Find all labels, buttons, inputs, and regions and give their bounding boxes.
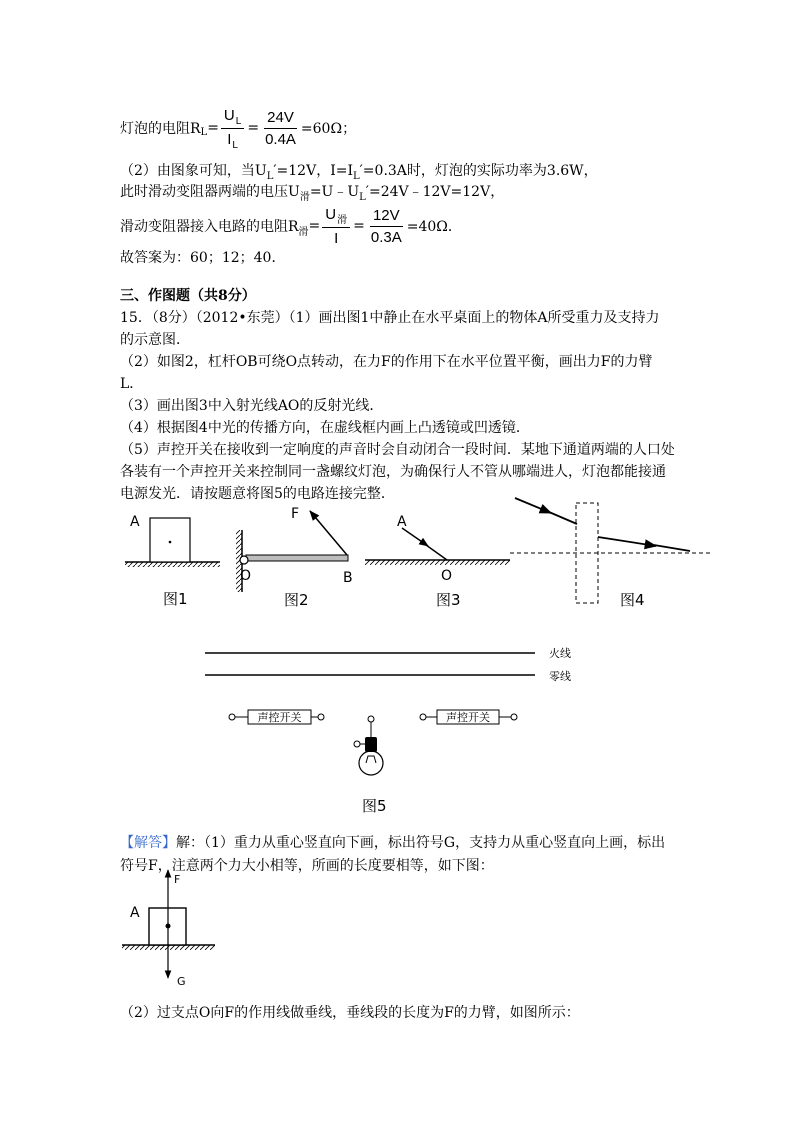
text-segment: 此时滑动变阻器两端的电压U — [120, 184, 300, 200]
subscript: 滑 — [298, 226, 309, 238]
denominator-symbol: I — [227, 130, 232, 148]
numerator-symbol: U — [223, 106, 235, 124]
center-of-gravity-dot — [169, 541, 172, 544]
question-line: 各装有一个声控开关来控制同一盏螺纹灯泡，为确保行人不管从哪端进人，灯泡都能接通 — [120, 464, 666, 480]
fraction-numerator: 12V — [370, 206, 403, 227]
text-segment: 滑动变阻器接入电路的电阻R — [120, 219, 299, 235]
live-wire-label: 火线 — [549, 647, 571, 660]
switch-label: 声控开关 — [257, 711, 302, 724]
fig3-caption: 图3 — [436, 591, 461, 609]
rheostat-voltage-line — [120, 181, 504, 203]
bulb-top-terminal — [368, 716, 374, 722]
bulb-glass — [359, 751, 383, 775]
switch-label: 声控开关 — [446, 711, 490, 724]
equals-sign: = — [207, 120, 219, 136]
text-segment: ′=0.3A时，灯泡的实际功率为3.6W， — [359, 163, 598, 179]
switch-terminal — [511, 714, 517, 720]
screw-bulb — [354, 716, 383, 775]
switch-terminal — [318, 714, 324, 720]
figure-5-circuit — [0, 635, 800, 820]
fraction-denominator — [224, 129, 241, 151]
text-segment: =40Ω． — [406, 219, 462, 235]
rheostat-resistance-line — [120, 204, 462, 248]
answer-fig-label-f: F — [174, 873, 181, 886]
subscript: L — [352, 171, 360, 182]
figures-1-to-4 — [0, 490, 800, 615]
bulb-side-terminal — [354, 741, 360, 747]
sound-switch-right — [420, 710, 517, 724]
figure-4 — [510, 498, 710, 609]
force-f-arrow — [310, 511, 347, 555]
fraction-u-over-i — [322, 205, 350, 248]
fig5-caption: 图5 — [362, 797, 387, 815]
denominator-subscript: L — [232, 139, 238, 151]
answer-fig-label-a: A — [130, 905, 140, 921]
figure-2 — [236, 506, 353, 609]
object-a-block — [150, 518, 190, 562]
numerator-symbol: U — [325, 205, 337, 223]
question-line: 电源发光．请按题意将图5的电路连接完整． — [120, 486, 395, 502]
outgoing-ray — [598, 537, 656, 546]
text-segment: =U﹣U — [309, 184, 360, 200]
final-answer-line: 故答案为：60；12；40． — [120, 250, 286, 266]
figure-3 — [365, 514, 510, 609]
fraction-numerator — [221, 106, 244, 129]
incoming-ray — [515, 498, 551, 513]
fig2-caption: 图2 — [284, 591, 309, 609]
pivot-o — [240, 556, 248, 564]
text-segment: 解：（1）重力从重心竖直向下画，标出符号G，支持力从重心竖直向上画，标出 — [176, 835, 666, 851]
sound-switch-left — [229, 710, 324, 724]
fig4-caption: 图4 — [620, 591, 645, 609]
answer-line: 符号F，注意两个力大小相等，所画的长度要相等，如下图： — [120, 858, 494, 874]
fraction-denominator: I — [334, 229, 339, 247]
question-line: （4）根据图4中光的传播方向，在虚线框内画上凸透镜或凹透镜． — [120, 420, 530, 436]
question-line: L． — [120, 376, 144, 392]
fraction-denominator: 0.4A — [265, 130, 296, 148]
mirror-hatching — [365, 560, 510, 565]
question-line: （5）声控开关在接收到一定响度的声音时会自动闭合一段时间．某地下通道两端的人口处 — [120, 442, 675, 458]
question-line: 15．（8分）（2012•东莞）（1）画出图1中静止在水平桌面上的物体A所受重力及支持力 — [120, 310, 660, 326]
fig3-label-o: O — [441, 568, 453, 584]
fraction-24v-over-04a — [262, 108, 299, 149]
subscript: 滑 — [299, 192, 310, 203]
answer-line — [120, 832, 665, 854]
fig1-caption: 图1 — [163, 590, 188, 608]
subscript: L — [359, 192, 366, 203]
bulb-resistance-line — [120, 105, 356, 151]
incoming-ray-tail — [549, 512, 577, 524]
incident-ray-ao — [402, 528, 428, 546]
equals-sign: = — [247, 120, 260, 136]
fig3-label-a: A — [397, 514, 407, 530]
text-segment: =60Ω； — [300, 121, 357, 137]
text-segment: ′=12V，I=I — [273, 163, 353, 179]
switch-terminal — [420, 714, 426, 720]
incident-ray-ao-tail — [426, 545, 447, 560]
text-segment: ′=24V﹣12V=12V， — [365, 184, 505, 200]
fig2-label-o: O — [240, 568, 252, 584]
fig1-label-a: A — [130, 514, 140, 530]
fraction-denominator: 0.3A — [370, 228, 402, 246]
fraction-ul-over-il — [221, 106, 244, 151]
question-line: （2）如图2，杠杆OB可绕O点转动，在力F的作用下在水平位置平衡，画出力F的力臂 — [120, 354, 653, 370]
answer-figure-forces — [0, 860, 800, 990]
center-of-gravity-dot — [166, 924, 171, 929]
section-heading: 三、作图题（共8分） — [120, 288, 256, 304]
fig2-label-f: F — [291, 506, 300, 522]
fraction-numerator: 24V — [264, 108, 297, 129]
graph-reading-line — [120, 160, 598, 182]
subscript: L — [266, 171, 274, 182]
table-hatching — [125, 562, 220, 567]
lever-ob — [246, 555, 348, 561]
bulb-socket — [365, 737, 377, 752]
answer-part2-line: （2）过支点O向F的作用线做垂线，垂线段的长度为F的力臂，如图所示： — [120, 1005, 580, 1021]
equals-sign: = — [353, 218, 365, 234]
numerator-subscript: 滑 — [337, 214, 348, 226]
text-segment: （2）由图象可知，当U — [120, 163, 267, 179]
answer-tag: 【解答】 — [120, 835, 176, 851]
question-line: 的示意图． — [120, 332, 190, 348]
text-segment: 灯泡的电阻R — [120, 121, 201, 137]
question-line: （3）画出图3中入射光线AO的反射光线． — [120, 398, 384, 414]
figure-1 — [125, 514, 220, 608]
fraction-numerator — [322, 205, 350, 228]
switch-terminal — [229, 714, 235, 720]
numerator-subscript: L — [235, 115, 242, 127]
fraction-12v-over-03a — [368, 206, 405, 247]
equals-sign: = — [308, 218, 321, 234]
answer-fig-label-g: G — [177, 975, 186, 988]
fig2-label-b: B — [343, 570, 353, 586]
neutral-wire-label: 零线 — [549, 670, 571, 683]
subscript: L — [200, 126, 208, 138]
outgoing-ray-tail — [654, 545, 690, 551]
